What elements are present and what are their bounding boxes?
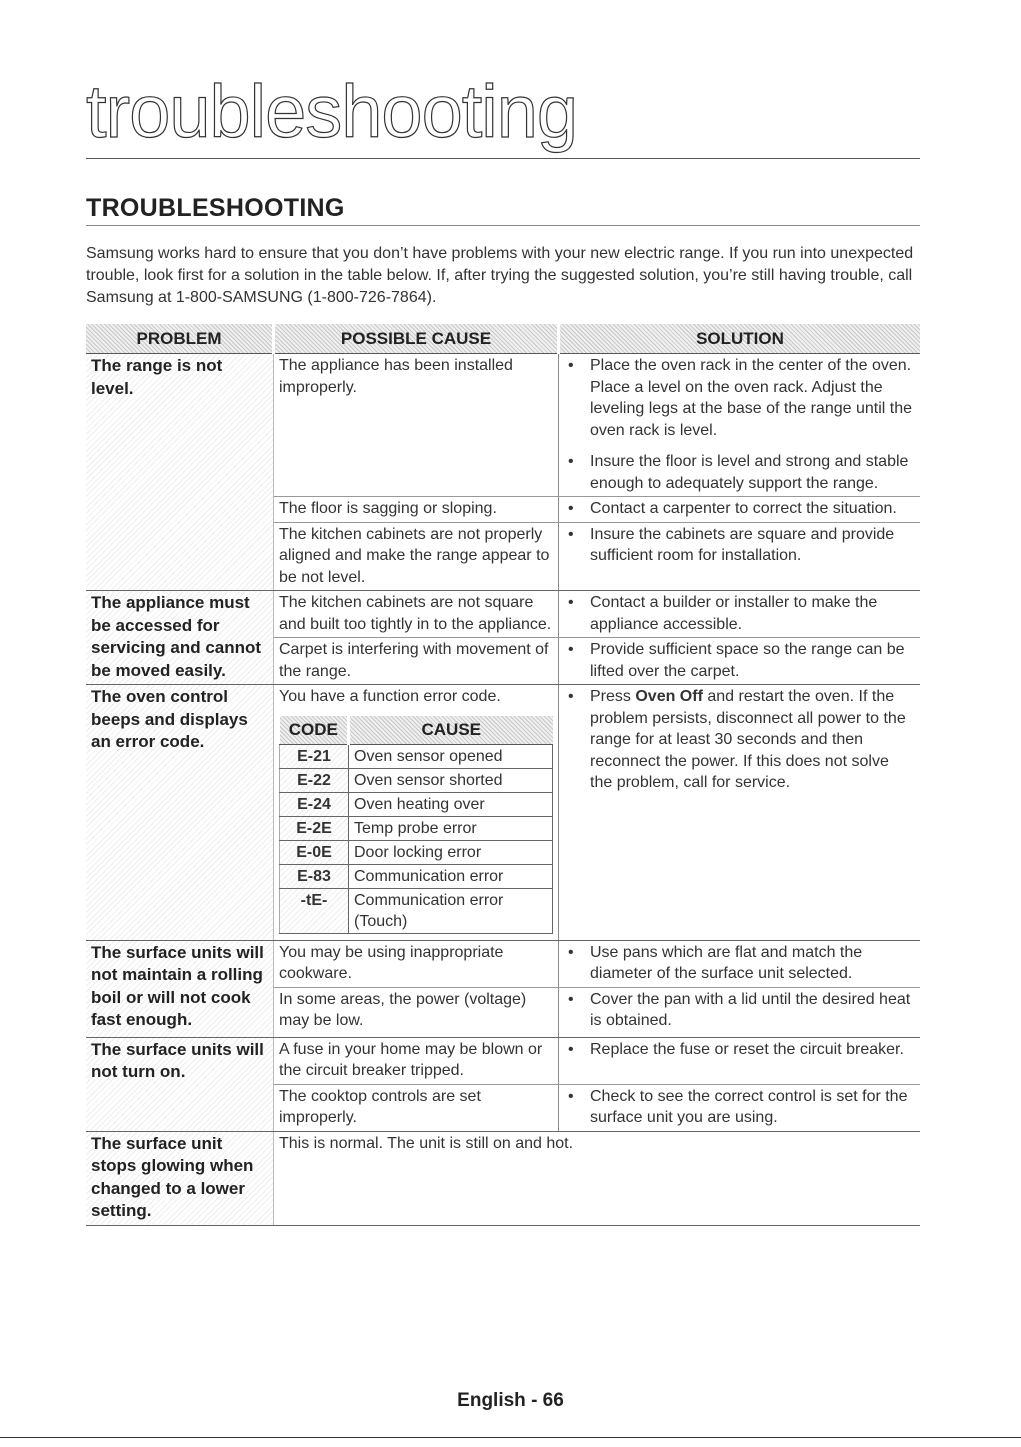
chapter-title: troubleshooting xyxy=(86,70,578,153)
solution-cell xyxy=(559,987,921,1037)
chapter-header xyxy=(86,62,920,162)
error-code: E-24 xyxy=(280,792,349,816)
solution-bullet: • Cover the pan with a lid until the desired heat is obtained. xyxy=(564,989,915,1032)
solution-cell xyxy=(559,497,921,523)
header-solution: SOLUTION xyxy=(559,324,921,354)
solution-text-post: and restart the oven. If the problem persists, disconnect all power to the range for at least 30 seconds and then reconnect the power. If this does not solve the problem, call for service. xyxy=(590,688,906,791)
error-cause: Door locking error xyxy=(349,840,553,864)
solution-cell xyxy=(559,354,921,497)
section-rule xyxy=(86,225,920,226)
error-code: E-2E xyxy=(280,816,349,840)
cause-cell: Carpet is interfering with movement of the range. xyxy=(274,638,559,685)
problem-cell: The surface unit stops glowing when changed to a lower setting. xyxy=(86,1131,274,1225)
solution-cell xyxy=(559,522,921,591)
solution-bullet: • Use pans which are flat and match the diameter of the surface unit selected. xyxy=(564,942,915,985)
solution-bullet: • Insure the floor is level and strong and stable enough to adequately support the range. xyxy=(564,451,915,494)
intro-paragraph: Samsung works hard to ensure that you don’t have problems with your new electric range. If you run into unexpected trouble, look first for a solution in the table below. If, after trying the suggested solution, you’re still having trouble, call Samsung at 1-800-SAMSUNG (1-800-726-7864). xyxy=(86,245,914,306)
code-row xyxy=(280,888,553,933)
code-row xyxy=(280,768,553,792)
solution-bullet: • Check to see the correct control is set for the surface unit you are using. xyxy=(564,1086,915,1129)
table-row xyxy=(86,1037,920,1084)
solution-bullet: • Contact a carpenter to correct the situation. xyxy=(564,498,915,520)
code-row xyxy=(280,840,553,864)
solution-cell xyxy=(559,1084,921,1131)
cause-cell: The cooktop controls are set improperly. xyxy=(274,1084,559,1131)
table-header-row xyxy=(86,324,920,354)
code-cause-header: CAUSE xyxy=(349,716,553,745)
error-code: E-83 xyxy=(280,864,349,888)
error-cause: Oven sensor shorted xyxy=(349,768,553,792)
error-code: E-21 xyxy=(280,744,349,768)
table-row xyxy=(86,1131,920,1225)
problem-cell: The oven control beeps and displays an error code. xyxy=(86,685,274,941)
table-row xyxy=(86,940,920,987)
error-code: E-0E xyxy=(280,840,349,864)
table-row xyxy=(86,591,920,638)
problem-cell: The surface units will not turn on. xyxy=(86,1037,274,1131)
code-row xyxy=(280,816,553,840)
solution-bullet: • Insure the cabinets are square and provide sufficient room for installation. xyxy=(564,524,915,567)
error-cause: Oven sensor opened xyxy=(349,744,553,768)
cause-cell: You may be using inappropriate cookware. xyxy=(274,940,559,987)
problem-cell: The surface units will not maintain a rolling boil or will not cook fast enough. xyxy=(86,940,274,1037)
code-row xyxy=(280,744,553,768)
code-header-row xyxy=(280,716,553,745)
table-row xyxy=(86,685,920,941)
section-title: TROUBLESHOOTING xyxy=(86,194,345,222)
solution-bullet: • Contact a builder or installer to make the appliance accessible. xyxy=(564,592,915,635)
solution-bullet: • Provide sufficient space so the range can be lifted over the carpet. xyxy=(564,639,915,682)
solution-cell xyxy=(559,940,921,987)
cause-cell: The kitchen cabinets are not square and built too tightly in to the appliance. xyxy=(274,591,559,638)
cause-cell: A fuse in your home may be blown or the circuit breaker tripped. xyxy=(274,1037,559,1084)
cause-cell: The appliance has been installed improperly. xyxy=(274,354,559,497)
error-cause: Communication error xyxy=(349,864,553,888)
solution-bullet: • Replace the fuse or reset the circuit breaker. xyxy=(564,1039,915,1061)
cause-cell: In some areas, the power (voltage) may be low. xyxy=(274,987,559,1037)
error-code-table xyxy=(279,716,553,934)
cause-cell xyxy=(274,685,559,941)
code-row xyxy=(280,864,553,888)
troubleshooting-table xyxy=(86,324,920,1226)
error-code: -tE- xyxy=(280,888,349,933)
cause-cell: The floor is sagging or sloping. xyxy=(274,497,559,523)
footer-rule xyxy=(0,1437,1021,1438)
error-cause: Communication error (Touch) xyxy=(349,888,553,933)
solution-bullet: • Place the oven rack in the center of the oven. Place a level on the oven rack. Adjust the leveling legs at the base of the range until the oven rack is level. xyxy=(564,355,915,441)
solution-cell xyxy=(559,685,921,941)
error-code: E-22 xyxy=(280,768,349,792)
problem-cell: The range is not level. xyxy=(86,354,274,591)
cause-cell: This is normal. The unit is still on and hot. xyxy=(274,1131,921,1225)
error-cause: Oven heating over xyxy=(349,792,553,816)
solution-cell xyxy=(559,1037,921,1084)
problem-cell: The appliance must be accessed for servicing and cannot be moved easily. xyxy=(86,591,274,685)
code-row xyxy=(280,792,553,816)
cause-text: You have a function error code. xyxy=(279,688,501,705)
header-problem: PROBLEM xyxy=(86,324,274,354)
page-number: English - 66 xyxy=(457,1390,564,1411)
oven-off-label: Oven Off xyxy=(635,688,703,705)
table-row xyxy=(86,354,920,497)
solution-cell xyxy=(559,638,921,685)
code-header: CODE xyxy=(280,716,349,745)
error-cause: Temp probe error xyxy=(349,816,553,840)
chapter-rule xyxy=(86,158,920,159)
cause-cell: The kitchen cabinets are not properly aligned and make the range appear to be not level. xyxy=(274,522,559,591)
solution-bullet xyxy=(564,686,915,794)
solution-text-pre: Press xyxy=(590,688,636,705)
solution-cell xyxy=(559,591,921,638)
header-cause: POSSIBLE CAUSE xyxy=(274,324,559,354)
